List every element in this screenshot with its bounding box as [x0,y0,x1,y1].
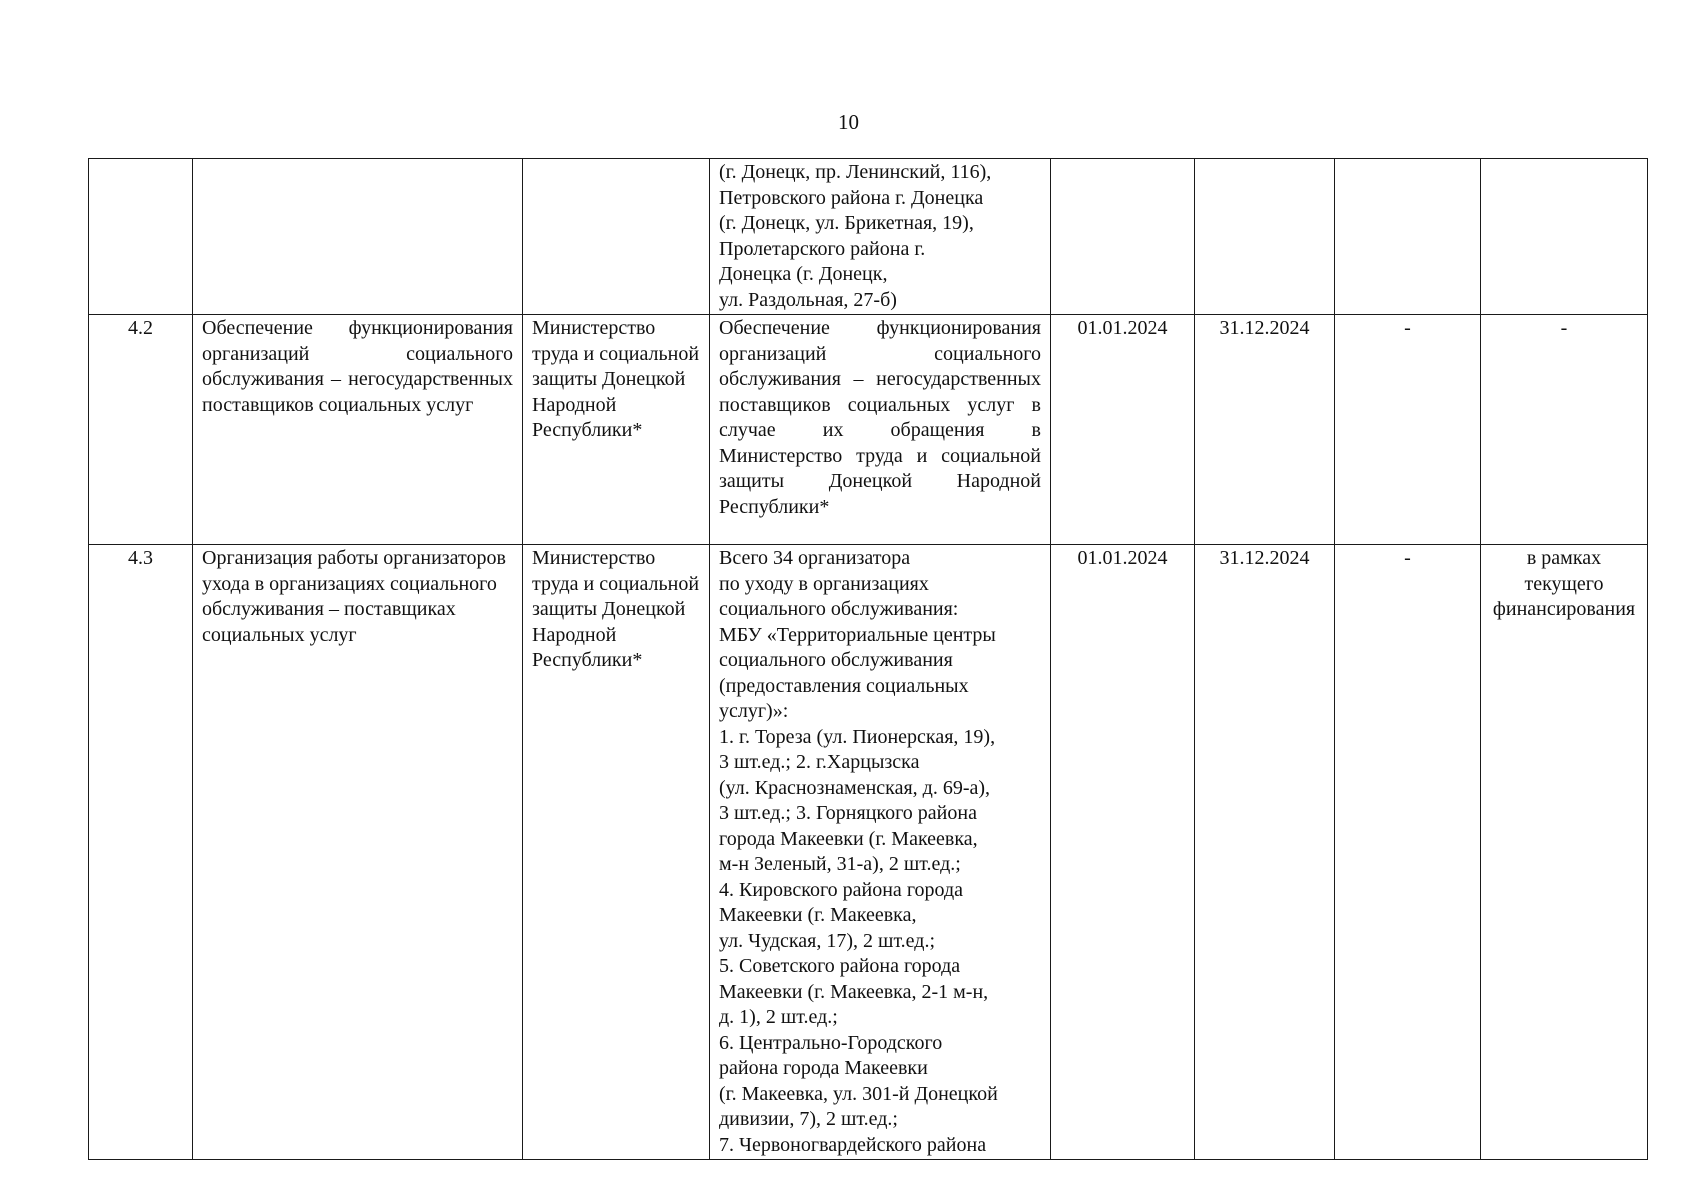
funding-source-cell: в рамках текущего финансирования [1481,545,1648,1160]
result-line: Пролетарского района г. [719,237,926,260]
end-date-cell: 31.12.2024 [1195,315,1335,545]
result-line: Макеевки (г. Макеевка, [719,904,917,926]
result-line: Всего 34 организатора [719,547,911,569]
result-line: социального обслуживания: [719,598,959,620]
result-line: 7. Червоногвардейского района [719,1133,987,1156]
table-row [89,315,1648,545]
result-line: по уходу в организациях [719,572,929,595]
row-number-cell [89,159,193,315]
executor-cell [523,159,710,315]
funding-amount-cell: - [1335,545,1481,1160]
start-date-cell [1051,159,1195,315]
executor-cell: Министерство труда и социальной защиты Донецкой Народной Республики* [523,545,710,1160]
result-line: 4. Кировского района города [719,878,963,901]
result-line: (г. Донецк, ул. Брикетная, 19), [719,212,974,234]
result-cell [710,159,1051,315]
result-line: (г. Макеевка, ул. 301-й Донецкой [719,1082,998,1105]
start-date-cell: 01.01.2024 [1051,545,1195,1160]
measure-name-cell: Организация работы организаторов ухода в организациях социального обслуживания – поставщиках социальных услуг [193,545,523,1160]
table-row [89,159,1648,315]
result-line: МБУ «Территориальные центры [719,623,996,646]
row-number-cell: 4.3 [89,545,193,1160]
end-date-cell [1195,159,1335,315]
result-line: м-н Зеленый, 31-а), 2 шт.ед.; [719,853,961,875]
measure-name-cell [193,159,523,315]
result-line: Макеевки (г. Макеевка, 2-1 м-н, [719,980,989,1003]
funding-amount-cell: - [1335,315,1481,545]
result-cell [710,545,1051,1160]
result-cell: Обеспечение функционирования организаций социального обслуживания – негосударственных поставщиков социальных услуг в случае их обращения в Министерство труда и социальной защиты Донецкой Народной Республики* [710,315,1051,545]
funding-amount-cell [1335,159,1481,315]
table-row [89,545,1648,1160]
result-line: 6. Центрально-Городского [719,1031,943,1054]
result-line: города Макеевки (г. Макеевка, [719,827,978,850]
result-line: 3 шт.ед.; 2. г.Харцызска [719,751,920,773]
result-line: услуг)»: [719,700,789,722]
result-line: 5. Советского района города [719,955,961,977]
result-line: д. 1), 2 шт.ед.; [719,1006,838,1028]
result-line: 1. г. Тореза (ул. Пионерская, 19), [719,725,996,748]
funding-source-cell [1481,159,1648,315]
result-line: (ул. Краснознаменская, д. 69-а), [719,776,991,799]
result-line: Петровского района г. Донецка [719,186,984,209]
page-number: 10 [838,110,859,134]
end-date-cell: 31.12.2024 [1195,545,1335,1160]
measures-table [88,158,1648,1160]
funding-source-cell: - [1481,315,1648,545]
executor-cell: Министерство труда и социальной защиты Донецкой Народной Республики* [523,315,710,545]
result-line: Донецка (г. Донецк, [719,263,888,285]
result-line: социального обслуживания [719,649,953,671]
row-number-cell: 4.2 [89,315,193,545]
start-date-cell: 01.01.2024 [1051,315,1195,545]
result-line: ул. Раздольная, 27-б) [719,288,897,311]
result-line: (предоставления социальных [719,674,969,697]
result-line: ул. Чудская, 17), 2 шт.ед.; [719,929,936,952]
measure-name-cell: Обеспечение функционирования организаций социального обслуживания – негосударственных поставщиков социальных услуг [193,315,523,545]
result-line: 3 шт.ед.; 3. Горняцкого района [719,802,977,824]
result-line: района города Макеевки [719,1057,928,1079]
result-line: (г. Донецк, пр. Ленинский, 116), [719,161,992,183]
result-line: дивизии, 7), 2 шт.ед.; [719,1108,898,1130]
